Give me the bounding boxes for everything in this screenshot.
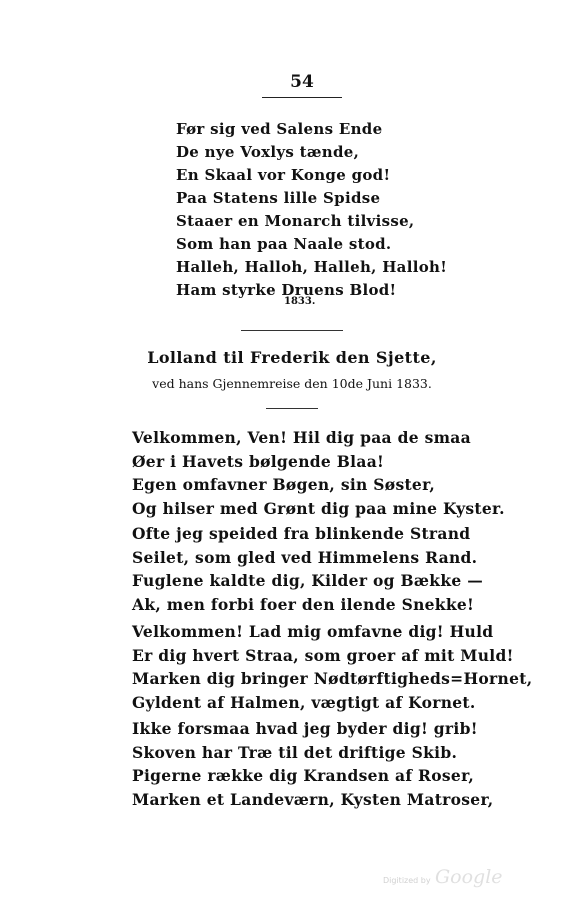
page-number: 54 <box>290 72 314 92</box>
stanza-4 <box>132 620 532 714</box>
verse-line: Paa Statens lille Spidse <box>176 189 381 207</box>
verse-line: Pigerne række dig Krandsen af Roser, <box>132 766 475 785</box>
watermark-brand: Google <box>435 866 503 888</box>
verse-line: Er dig hvert Straa, som groer af mit Muld! <box>132 645 514 665</box>
verse-line: Fuglene kaldte dig, Kilder og Bække — <box>132 571 484 590</box>
verse-line: En Skaal vor Konge god! <box>176 166 391 184</box>
verse-line: Som han paa Naale stod. <box>176 235 392 253</box>
stanza-1 <box>176 118 447 302</box>
verse-line: Egen omfavner Bøgen, sin Søster, <box>132 475 436 494</box>
verse-line: De nye Voxlys tænde, <box>176 143 360 161</box>
stanza-5 <box>132 717 494 811</box>
section-divider <box>241 330 343 331</box>
verse-line: Ofte jeg speided fra blinkende Strand <box>132 524 471 543</box>
verse-line: Staaer en Monarch tilvisse, <box>176 212 415 230</box>
verse-line: Ak, men forbi foer den ilende Snekke! <box>132 594 475 614</box>
verse-line: Halleh, Halloh, Halleh, Halloh! <box>176 258 448 276</box>
verse-line: Ikke forsmaa hvad jeg byder dig! grib! <box>132 719 478 738</box>
verse-line: Velkommen, Ven! Hil dig paa de smaa <box>132 428 471 447</box>
verse-line: Seilet, som gled ved Himmelens Rand. <box>132 547 478 567</box>
verse-line: Velkommen! Lad mig omfavne dig! Huld <box>132 622 494 641</box>
poem-title: Lolland til Frederik den Sjette, <box>147 348 437 367</box>
poem-subtitle: ved hans Gjennemreise den 10de Juni 1833. <box>152 376 432 391</box>
verse-line: Og hilser med Grønt dig paa mine Kyster. <box>132 498 505 518</box>
verse-line: Skoven har Træ til det driftige Skib. <box>132 742 458 762</box>
title-divider <box>266 408 318 409</box>
verse-line: Øer i Havets bølgende Blaa! <box>132 451 385 471</box>
verse-line: Før sig ved Salens Ende <box>176 120 383 138</box>
verse-line: Marken dig bringer Nødtørftigheds=Hornet, <box>132 669 533 688</box>
stanza-3 <box>132 522 483 616</box>
stanza-2 <box>132 426 505 520</box>
verse-line: Marken et Landeværn, Kysten Matroser, <box>132 789 494 809</box>
google-watermark <box>383 866 513 892</box>
page-number-rule <box>262 97 342 98</box>
verse-line: Ham styrke Druens Blod! <box>176 281 397 299</box>
verse-line: Gyldent af Halmen, vægtigt af Kornet. <box>132 692 476 712</box>
poem-year: 1833. <box>284 296 316 307</box>
watermark-prefix: Digitized by <box>383 876 431 885</box>
